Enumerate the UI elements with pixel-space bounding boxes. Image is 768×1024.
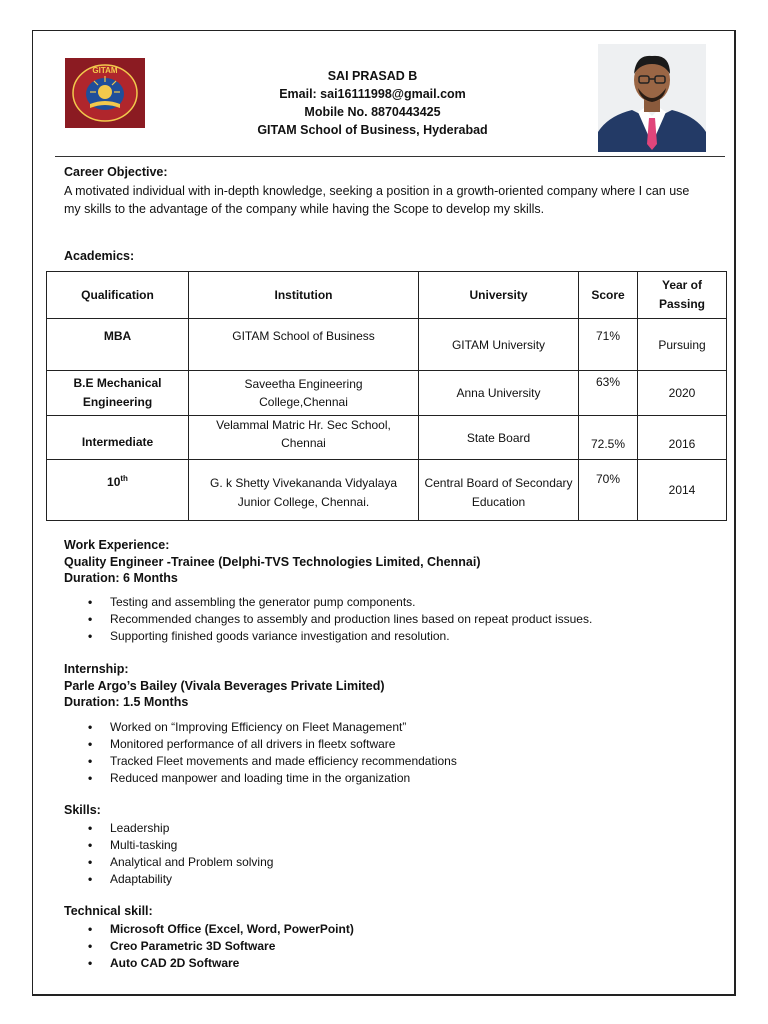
work-experience-block: [64, 537, 481, 587]
candidate-name: SAI PRASAD B: [327, 69, 418, 83]
institution-name: GITAM School of Business, Hyderabad: [257, 123, 488, 137]
technical-skill-heading: Technical skill:: [64, 904, 153, 918]
gitam-emblem-icon: [70, 62, 140, 124]
university-cell: Anna University: [419, 371, 579, 416]
work-experience-list: [88, 594, 592, 645]
column-header: Qualification: [47, 272, 189, 319]
career-objective-text: A motivated individual with in-depth knowledge, seeking a position in a growth-oriented company where I can use my skills to the advantage of the company while having the Scope to develop my skills.: [64, 184, 690, 216]
year-cell: 2016: [638, 416, 727, 460]
column-header: Score: [579, 272, 638, 319]
qualification-cell: B.E Mechanical Engineering: [47, 371, 189, 416]
university-cell: Central Board of Secondary Education: [419, 460, 579, 521]
score-cell: 72.5%: [579, 416, 638, 460]
qualification-superscript: th: [120, 474, 128, 483]
list-item: • Tracked Fleet movements and made efficiency recommendations: [88, 753, 457, 770]
list-item: • Leadership: [88, 820, 273, 837]
profile-photo: [598, 44, 706, 152]
qualification-number: 10: [107, 475, 121, 489]
work-role: Quality Engineer -Trainee (Delphi-TVS Technologies Limited, Chennai): [64, 554, 481, 569]
work-duration: Duration: 6 Months: [64, 571, 178, 585]
university-cell: GITAM University: [419, 319, 579, 371]
header-divider: [55, 156, 725, 157]
email: Email: sai16111998@gmail.com: [279, 87, 466, 101]
institution-cell: GITAM School of Business: [189, 319, 419, 371]
list-item: • Analytical and Problem solving: [88, 854, 273, 871]
list-item: • Reduced manpower and loading time in the organization: [88, 770, 457, 787]
table-header-row: [47, 272, 727, 319]
mobile-number: Mobile No. 8870443425: [304, 105, 441, 119]
column-header: Year of Passing: [638, 272, 727, 319]
gitam-logo: [65, 58, 145, 128]
work-experience-heading: Work Experience:: [64, 538, 170, 552]
list-item: • Testing and assembling the generator pump components.: [88, 594, 592, 611]
list-item: • Adaptability: [88, 871, 273, 888]
qualification-cell: MBA: [47, 319, 189, 371]
university-cell: State Board: [419, 416, 579, 460]
table-row: [47, 416, 727, 460]
header-block: [180, 67, 565, 139]
internship-list: [88, 719, 457, 787]
institution-cell: Saveetha Engineering College,Chennai: [189, 371, 419, 416]
list-item: • Monitored performance of all drivers in fleetx software: [88, 736, 457, 753]
score-cell: 71%: [579, 319, 638, 371]
year-cell: 2014: [638, 460, 727, 521]
list-item: • Recommended changes to assembly and production lines based on repeat product issues.: [88, 611, 592, 628]
year-cell: Pursuing: [638, 319, 727, 371]
score-cell: 63%: [579, 371, 638, 416]
skills-heading: Skills:: [64, 803, 101, 817]
qualification-cell: Intermediate: [47, 416, 189, 460]
year-cell: 2020: [638, 371, 727, 416]
table-row: [47, 460, 727, 521]
internship-duration: Duration: 1.5 Months: [64, 695, 189, 709]
column-header: University: [419, 272, 579, 319]
academics-table: [46, 271, 727, 521]
list-item: • Auto CAD 2D Software: [88, 955, 354, 972]
skills-list: [88, 820, 273, 888]
list-item: • Worked on “Improving Efficiency on Fleet Management”: [88, 719, 457, 736]
svg-text:GITAM: GITAM: [92, 66, 118, 75]
institution-cell: G. k Shetty Vivekananda Vidyalaya Junior College, Chennai.: [189, 460, 419, 521]
technical-skill-list: [88, 921, 354, 972]
list-item: • Microsoft Office (Excel, Word, PowerPoint): [88, 921, 354, 938]
list-item: • Multi-tasking: [88, 837, 273, 854]
internship-heading: Internship:: [64, 662, 129, 676]
qualification-cell: [47, 460, 189, 521]
score-cell: 70%: [579, 460, 638, 521]
list-item: • Supporting finished goods variance investigation and resolution.: [88, 628, 592, 645]
career-objective-heading: Career Objective:: [64, 165, 168, 179]
table-row: [47, 371, 727, 416]
column-header: Institution: [189, 272, 419, 319]
institution-cell: Velammal Matric Hr. Sec School, Chennai: [189, 416, 419, 460]
internship-block: [64, 661, 385, 711]
academics-heading: Academics:: [64, 249, 135, 263]
list-item: • Creo Parametric 3D Software: [88, 938, 354, 955]
table-row: [47, 319, 727, 371]
internship-company: Parle Argo’s Bailey (Vivala Beverages Private Limited): [64, 678, 385, 693]
